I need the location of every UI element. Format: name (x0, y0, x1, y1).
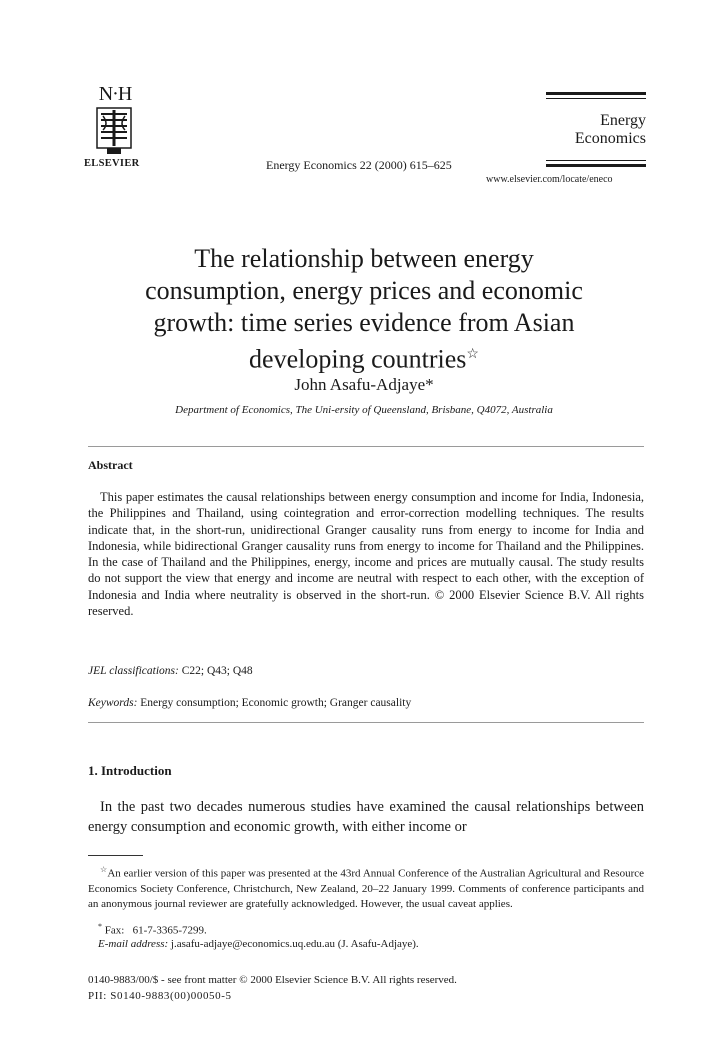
footnote-fax (98, 922, 207, 937)
abstract-heading: Abstract (88, 458, 133, 472)
jel-label: JEL classifications: (88, 665, 179, 677)
header-rule (546, 160, 646, 161)
journal-reference: Energy Economics 22 (2000) 615–625 (266, 158, 452, 172)
journal-url[interactable]: www.elsevier.com/locate/eneco (486, 174, 613, 185)
pii: PII: S0140-9883(00)00050-5 (88, 990, 232, 1002)
intro-text: In the past two decades numerous studies have examined the causal relationships between energy consumption and economic growth, with either income or (88, 799, 644, 835)
author-name: John Asafu-Adjaye (294, 375, 426, 394)
publisher-name: ELSEVIER (84, 158, 140, 169)
divider (88, 722, 644, 723)
publisher-mark: N·H (98, 83, 132, 105)
journal-logo-line2: Economics (574, 130, 646, 147)
footnote-star (88, 862, 644, 913)
email-value[interactable]: j.asafu-adjaye@economics.uq.edu.au (J. Asafu-Adjaye). (170, 938, 419, 950)
fax-value: 61-7-3365-7299. (132, 924, 207, 937)
header-rule (546, 98, 646, 99)
journal-logo-line1: Energy (600, 112, 646, 129)
footnote-mark: ☆ (100, 865, 108, 874)
affiliation: Department of Economics, The Uni-ersity of Queensland, Brisbane, Q4072, Australia (175, 404, 553, 416)
divider (88, 446, 644, 447)
keywords-label: Keywords: (88, 697, 138, 709)
fax-label: Fax: (104, 924, 125, 937)
title-footnote-mark[interactable]: ☆ (466, 347, 479, 362)
header-rule (546, 164, 646, 167)
footnote-rule (88, 855, 143, 856)
journal-logo (546, 112, 646, 148)
abstract-text: This paper estimates the causal relationships between energy consumption and income for India, Indonesia, the Philippines and Thailand, using cointegration and error-correction modelling techniques. The results indicate that, in the short-run, unidirectional Granger causality runs from energy to income for India and Indonesia, while bidirectional Granger causality runs from energy to income for Thailand and the Philippines. In the case of Thailand and the Philippines, energy, income and prices are mutually causal. The study results do not support the view that energy and income are neutral with respect to each other, with the exception of Indonesia and India where neutrality is observed in the short-run. © 2000 Elsevier Science B.V. All rights reserved. (88, 490, 644, 619)
email-label: E-mail address: (98, 938, 169, 950)
section-heading: 1. Introduction (88, 763, 172, 778)
author (100, 375, 628, 395)
title-line: growth: time series evidence from Asian (153, 308, 575, 337)
elsevier-tree-icon (93, 106, 135, 156)
header-rule (546, 92, 646, 95)
title-line: The relationship between energy (194, 244, 534, 273)
author-footnote-mark[interactable]: * (425, 375, 434, 394)
keywords (88, 697, 411, 709)
keywords-value: Energy consumption; Economic growth; Granger causality (140, 697, 412, 709)
title-line: developing countries (249, 344, 467, 374)
jel-value: C22; Q43; Q48 (181, 665, 253, 677)
footnote-text: An earlier version of this paper was presented at the 43rd Annual Conference of the Australian Agricultural and Resource Economics Society Conference, Christchurch, New Zealand, 20–22 January 1999. Comments of conference participants and an anonymous journal reviewer are gratefully acknowledged. However, the usual caveat applies. (88, 867, 645, 911)
article-title (100, 243, 628, 376)
front-matter: 0140-9883/00/$ - see front matter © 2000 Elsevier Science B.V. All rights reserved. (88, 974, 457, 986)
footnote-mark: * (98, 922, 102, 931)
footnote-email (98, 938, 419, 950)
jel-classifications (88, 665, 253, 677)
title-line: consumption, energy prices and economic (145, 276, 583, 305)
